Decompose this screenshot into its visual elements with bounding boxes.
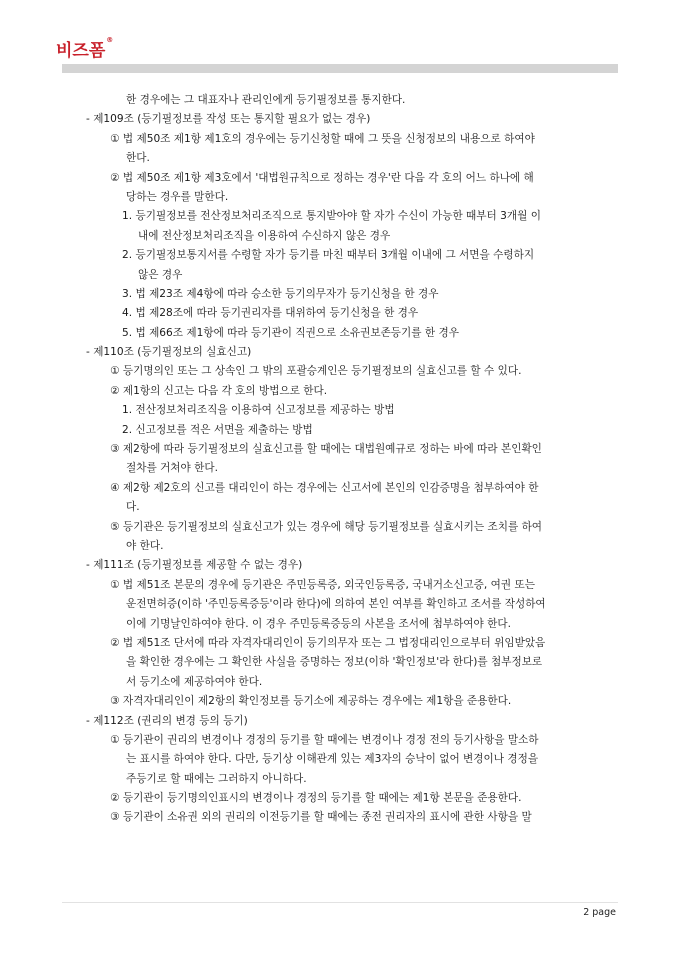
paragraph: ① 등기관이 권리의 변경이나 경정의 등기를 할 때에는 변경이나 경정 전의 등기사항을 말소하 [110,733,539,746]
paragraph: ① 법 제51조 본문의 경우에 등기관은 주민등록증, 외국인등록증, 국내거소신고증, 여권 또는 [110,578,535,591]
paragraph: ② 법 제50조 제1항 제3호에서 '대법원규칙으로 정하는 경우'란 다음 각 호의 어느 하나에 해 [110,171,534,184]
paragraph: ③ 제2항에 따라 등기필정보의 실효신고를 할 때에는 대법원예규로 정하는 바에 따라 본인확인 [110,443,542,456]
text-line: 주등기로 할 때에는 그러하지 아니하다. [126,772,307,785]
list-item: 2. 신고정보를 적은 서면을 제출하는 방법 [122,423,313,436]
article-heading: - 제112조 (권리의 변경 등의 등기) [86,714,248,727]
article-heading: - 제110조 (등기필정보의 실효신고) [86,346,252,359]
paragraph: ③ 자격자대리인이 제2항의 확인정보를 등기소에 제공하는 경우에는 제1항을 준용한다. [110,695,512,708]
paragraph: ① 법 제50조 제1항 제1호의 경우에는 등기신청할 때에 그 뜻을 신청정보의 내용으로 하여야 [110,132,535,145]
footer-divider [62,902,618,903]
paragraph: ② 법 제51조 단서에 따라 자격자대리인이 등기의무자 또는 그 법정대리인으로부터 위임받았음 [110,636,546,649]
paragraph: ⑤ 등기관은 등기필정보의 실효신고가 있는 경우에 해당 등기필정보를 실효시키는 조치를 하여 [110,520,543,533]
list-item: 2. 등기필정보통지서를 수령할 자가 등기를 마친 때부터 3개월 이내에 그 서면을 수령하지 [122,249,535,262]
text-line: 당하는 경우를 말한다. [126,190,229,203]
text-line: 절차를 거쳐야 한다. [126,462,218,475]
paragraph: ③ 등기관이 소유권 외의 권리의 이전등기를 할 때에는 종전 권리자의 표시에 관한 사항을 말 [110,811,532,824]
text-line: 을 확인한 경우에는 그 확인한 사실을 증명하는 정보(이하 '확인정보'라 한다)를 첨부정보로 [126,656,543,669]
paragraph: ② 제1항의 신고는 다음 각 호의 방법으로 한다. [110,384,328,397]
list-item: 1. 등기필정보를 전산정보처리조직으로 통지받아야 할 자가 수신이 가능한 때부터 3개월 이 [122,210,541,223]
text-line: 한 경우에는 그 대표자나 관리인에게 등기필정보를 통지한다. [126,94,406,106]
document-body [62,91,618,828]
paragraph: ① 등기명의인 또는 그 상속인 그 밖의 포괄승계인은 등기필정보의 실효신고를 할 수 있다. [110,365,522,378]
text-line: 야 한다. [126,539,164,552]
logo-text: 비즈폼 [56,41,106,61]
paragraph: ② 등기관이 등기명의인표시의 변경이나 경정의 등기를 할 때에는 제1항 본문을 준용한다. [110,792,522,805]
text-line: 는 표시를 하여야 한다. 다만, 등기상 이해관계 있는 제3자의 승낙이 없어 변경이나 경정을 [126,753,539,766]
text-line: 내에 전산정보처리조직을 이용하여 수신하지 않은 경우 [138,229,391,242]
list-item: 3. 법 제23조 제4항에 따라 승소한 등기의무자가 등기신청을 한 경우 [122,287,439,300]
text-line: 운전면허증(이하 '주민등록증등'이라 한다)에 의하여 본인 여부를 확인하고 조서를 작성하여 [126,598,546,611]
text-line: 한다. [126,152,150,165]
paragraph: ④ 제2항 제2호의 신고를 대리인이 하는 경우에는 신고서에 본인의 인감증명을 첨부하여야 한 [110,481,539,494]
bizform-logo [56,36,113,61]
text-line: 않은 경우 [138,268,183,281]
list-item: 4. 법 제28조에 따라 등기권리자를 대위하여 등기신청을 한 경우 [122,307,419,320]
page-number: 2 page [583,907,616,918]
list-item: 5. 법 제66조 제1항에 따라 등기관이 직권으로 소유권보존등기를 한 경우 [122,326,459,339]
text-line: 이에 기명날인하여야 한다. 이 경우 주민등록증등의 사본을 조서에 첨부하여야 한다. [126,617,511,630]
header-bar [62,64,618,73]
article-heading: - 제109조 (등기필정보를 작성 또는 통지할 필요가 없는 경우) [86,113,371,126]
text-line: 서 등기소에 제공하여야 한다. [126,675,263,688]
text-line: 다. [126,501,140,514]
article-heading: - 제111조 (등기필정보를 제공할 수 없는 경우) [86,559,303,572]
list-item: 1. 전산정보처리조직을 이용하여 신고정보를 제공하는 방법 [122,404,395,417]
registered-mark: ® [106,36,114,44]
